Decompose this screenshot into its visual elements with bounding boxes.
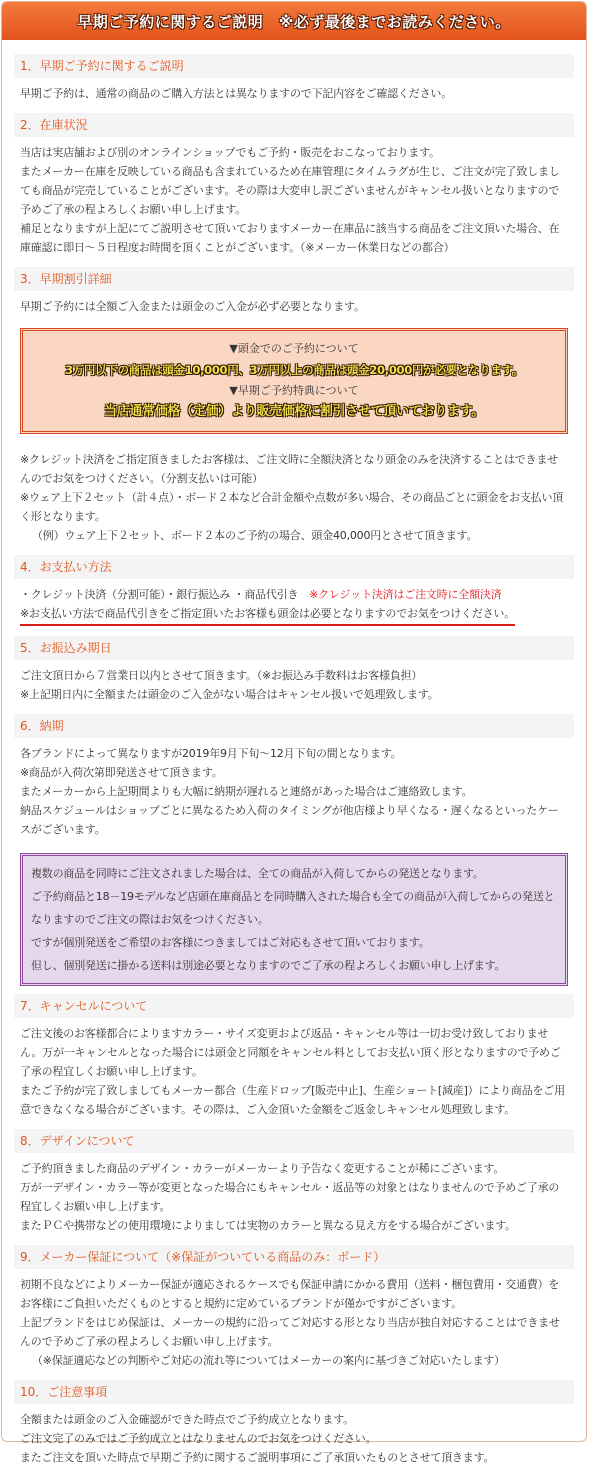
shipping-box-line: ですが個別発送をご希望のお客様につきましてはご対応もさせて頂いております。 — [31, 936, 430, 949]
early-bonus-caption: ▼早期ご予約特典について — [229, 384, 359, 397]
section-heading-1: 1．早期ご予約に関するご説明 — [14, 54, 574, 78]
section-10-line: 全額または頭金のご入金確認ができた時点でご予約成立となります。 — [20, 1413, 354, 1426]
section-5-line: ※上記期日内に全額または頭金のご入金がない場合はキャンセル扱いで処理致します。 — [20, 688, 439, 701]
early-bonus-text: 当店通常価格（定価）より販売価格に割引させて頂いております。 — [104, 404, 484, 419]
section-7-line: またご予約が完了致しましてもメーカー都合（生産ドロップ[販売中止]、生産ショート[減産]）により商品をご用意できなくなる場合がございます。その際は、ご入金頂いた金額をご返金しキャンセル処理致します。 — [20, 1084, 565, 1116]
section-heading-6: 6．納期 — [14, 714, 574, 738]
section-heading-2: 2．在庫状況 — [14, 113, 574, 137]
section-heading-4: 4．お支払い方法 — [14, 555, 574, 579]
section-3-line: 早期ご予約には全額ご入金または頭金のご入金が必ず必要となります。 — [20, 300, 365, 313]
section-body-7 — [14, 1018, 574, 1123]
section-9-line: 上記ブランドをはじめ保証は、メーカーの規約に沿ってご対応する形となり当店が独自対応することはできませんので予めご了承の程よろしくお願い申し上げます。 — [20, 1316, 560, 1348]
section-6-line: ※商品が入荷次第即発送させて頂きます。 — [20, 766, 223, 779]
deposit-amount-text: 3万円以下の商品は頭金10,000円、3万円以上の商品は頭金20,000円が必要となります。 — [64, 363, 524, 377]
section-9-line: （※保証適応などの判断やご対応の流れ等についてはメーカーの案内に基づきご対応いたします） — [32, 1354, 505, 1367]
section-8-line: ご予約頂きました商品のデザイン・カラーがメーカーより予告なく変更することが稀にございます。 — [20, 1162, 505, 1175]
credit-note: ※クレジット決済をご指定頂きましたお客様は、ご注文時に全額決済となり頭金のみを決済することはできませんのでお気をつけください。（分割支払いは可能） — [20, 453, 558, 485]
section-2-line: またメーカー在庫を反映している商品も含まれているため在庫管理にタイムラグが生じ、ご注文が完了致しましても商品が完売していることがございます。その際は大変申し訳ございませんがキャンセル扱いとなりますので予めご了承の程よろしくお願い申し上げます。 — [20, 165, 560, 216]
deposit-caption: ▼頭金でのご予約について — [229, 342, 359, 355]
section-10-line: ご注文完了のみではご予約成立とはなりませんのでお気をつけください。 — [20, 1432, 377, 1445]
section-body-9 — [14, 1269, 574, 1374]
section-7-line: ご注文後のお客様都合によりますカラー・サイズ変更および返品・キャンセル等は一切お受け致しておりません。万が一キャンセルとなった場合には頭金と同額をキャンセル料としてお支払い頂く形となりますので予めご了承の程宜しくお願い申し上げます。 — [20, 1027, 561, 1078]
section-body-4 — [14, 579, 574, 630]
section-5-line: ご注文頂日から７営業日以内とさせて頂きます。（※お振込み手数料はお客様負担） — [20, 669, 423, 682]
section-heading-5: 5．お振込み期日 — [14, 636, 574, 660]
section-body-8 — [14, 1153, 574, 1239]
credit-full-payment-note: ※クレジット決済はご注文時に全額決済 — [309, 588, 502, 601]
section-body-5 — [14, 660, 574, 708]
section-body-6 — [14, 738, 574, 843]
notice-frame — [1, 1, 587, 1464]
shipping-box-line: 但し、個別発送に掛かる送料は別途必要となりますのでご了承の程よろしくお願い申し上げます。 — [31, 959, 506, 972]
section-body-10 — [14, 1404, 574, 1471]
banner-title: 早期ご予約に関するご説明 ※必ず最後までお読みください。 — [77, 12, 511, 31]
section-heading-10: 10．ご注意事項 — [14, 1380, 574, 1404]
section-6-line: 納品スケジュールはショップごとに異なるため入荷のタイミングが他店様より早くなる・遅くなるといったケースがございます。 — [20, 804, 559, 836]
section-heading-3: 3．早期割引詳細 — [14, 267, 574, 291]
section-3-notes — [14, 444, 574, 549]
section-2-line: 当店は実店舗および別のオンラインショップでもご予約・販売をおこなっております。 — [20, 146, 440, 159]
content — [2, 54, 586, 1471]
shipping-box-line: 複数の商品を同時にご注文されました場合は、全ての商品が入荷してからの発送となります。 — [31, 867, 484, 880]
section-10-line: またご注文を頂いた時点で早期ご予約に関するご説明事項にご了承頂いたものとさせて頂きます。 — [20, 1451, 495, 1464]
section-9-line: 初期不良などによりメーカー保証が適応されるケースでも保証申請にかかる費用（送料・梱包費用・交通費）をお客様にご負担いただくものとすると規約に定めているブランドが僅かですがございます。 — [20, 1278, 560, 1310]
section-8-line: 万が一デザイン・カラー等が変更となった場合にもキャンセル・返品等の対象とはなりませんので予めご了承の程宜しくお願い申し上げます。 — [20, 1181, 560, 1213]
section-heading-7: 7．キャンセルについて — [14, 994, 574, 1018]
section-2-line: 補足となりますが上記にてご説明させて頂いておりますメーカー在庫品に該当する商品をご注文頂いた場合、在庫確認に即日～５日程度お時間を頂くことがございます。（※メーカー休業日などの都合） — [20, 222, 560, 254]
section-body-3 — [14, 291, 574, 320]
payment-methods-line — [20, 585, 568, 604]
multi-item-note: ※ウェア上下２セット（計４点）・ボード２本など合計金額や点数が多い場合、その商品ごとに頭金をお支払い頂く形となります。 — [20, 491, 564, 523]
cod-note: ※お支払い方法で商品代引きをご指定頂いたお客様も頭金は必要となりますのでお気をつけください。 — [20, 604, 515, 626]
example-note: （例）ウェア上下２セット、ボード２本のご予約の場合、頭金40,000円とさせて頂きます。 — [32, 529, 478, 542]
cod-note-line — [20, 604, 568, 626]
section-body-1 — [14, 78, 574, 107]
section-1-line: 早期ご予約は、通常の商品のご購入方法とは異なりますので下記内容をご確認ください。 — [20, 87, 452, 100]
section-6-line: またメーカーから上記期間よりも大幅に納期が遅れると連絡があった場合はご連絡致します。 — [20, 785, 473, 798]
section-body-2 — [14, 137, 574, 261]
section-6-line: 各ブランドによって異なりますが2019年9月下旬～12月下旬の間となります。 — [20, 747, 402, 760]
deposit-box — [20, 328, 568, 434]
payment-methods: ・クレジット決済（分割可能）・銀行振込み ・商品代引き — [20, 588, 299, 601]
section-heading-9: 9．メーカー保証について（※保証がついている商品のみ：ボード） — [14, 1245, 574, 1269]
section-heading-8: 8．デザインについて — [14, 1129, 574, 1153]
banner — [2, 2, 586, 40]
shipping-box — [20, 853, 568, 986]
section-8-line: またＰＣや携帯などの使用環境によりましては実物のカラーと異なる見え方をする場合がございます。 — [20, 1219, 516, 1232]
shipping-box-line: ご予約商品と18－19モデルなど店頭在庫商品とを同時購入された場合も全ての商品が入荷してからの発送となりますのでご注文の際はお気をつけください。 — [31, 890, 555, 926]
